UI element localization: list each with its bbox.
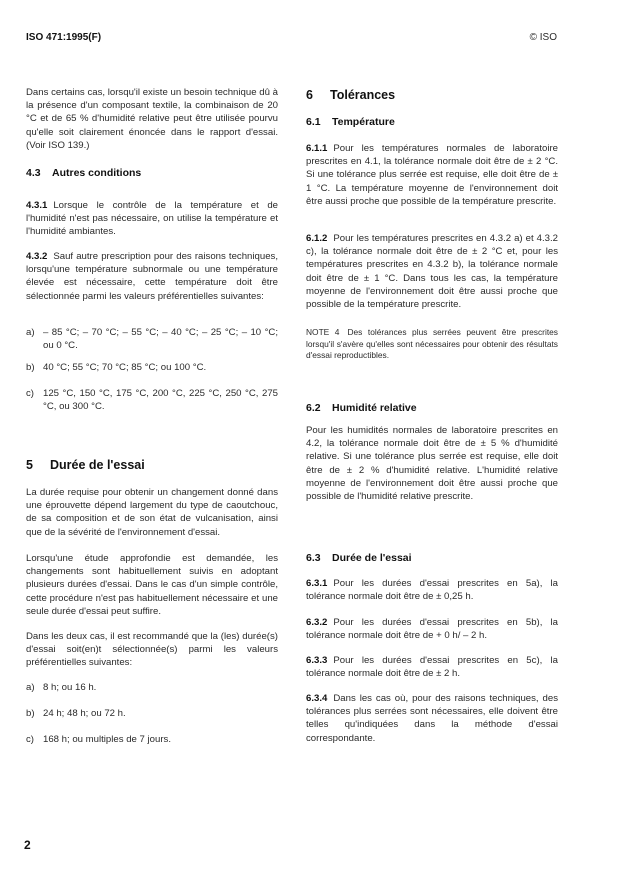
list-item	[26, 387, 278, 413]
clause-6-3-2	[306, 616, 558, 642]
clause-text: Pour les températures prescrites en 4.3.2 a) et 4.3.2 c), la tolérance normale doit être de ± 2 °C et, pour les températures prescrites en 4.3.2 b), la tolérance normale doit être de ± 1 °C. Dans tous les cas, la température moyenne de l'environnement doit être aussi proche que possible de la température prescrite.	[306, 233, 558, 311]
list-marker: a)	[26, 682, 35, 693]
list-text: 8 h; ou 16 h.	[43, 682, 97, 693]
paragraph: Pour les humidités normales de laboratoire prescrites en 4.2, la tolérance normale doit être de ± 5 % d'humidité relative. Si une tolérance plus serrée est requise, elle doit être de ± 2 % d'humidité relative. L'humidité relative moyenne de l'environnement doit être aussi proche que possible de l'humidité relative prescrite.	[306, 425, 558, 503]
clause-number: 6.1.2	[306, 233, 328, 244]
list-item	[26, 326, 278, 352]
list-marker: c)	[26, 734, 34, 745]
heading-number: 4.3	[26, 167, 41, 179]
list-item	[26, 733, 278, 746]
list-item	[26, 681, 278, 694]
list-text: 168 h; ou multiples de 7 jours.	[43, 734, 171, 745]
heading-title: Autres conditions	[52, 167, 142, 179]
clause-number: 4.3.1	[26, 200, 48, 211]
heading-title: Température	[332, 116, 395, 128]
paragraph: La durée requise pour obtenir un changement donné dans une éprouvette dépend largement du type de caoutchouc, de sa composition et de son état de vulcanisation, ainsi que de la sévérité de l'environnement d'essai.	[26, 487, 278, 538]
page-number: 2	[24, 838, 31, 852]
heading-6-1	[306, 116, 395, 128]
heading-4-3	[26, 167, 141, 179]
clause-number: 6.3.3	[306, 655, 328, 666]
list-text: 24 h; 48 h; ou 72 h.	[43, 708, 126, 719]
clause-text: Pour les durées d'essai prescrites en 5a), la tolérance normale doit être de ± 0,25 h.	[306, 578, 558, 603]
heading-title: Durée de l'essai	[332, 552, 412, 564]
list-text: – 85 °C; – 70 °C; – 55 °C; – 40 °C; – 25 °C; – 10 °C; ou 0 °C.	[43, 327, 278, 352]
clause-number: 6.3.1	[306, 578, 328, 589]
heading-title: Durée de l'essai	[50, 458, 145, 472]
list-item	[26, 707, 278, 720]
clause-text: Pour les durées d'essai prescrites en 5c), la tolérance normale doit être de ± 2 h.	[306, 655, 558, 680]
clause-6-1-1	[306, 142, 558, 208]
heading-number: 6.2	[306, 402, 321, 414]
note-text: Des tolérances plus serrées peuvent être prescrites lorsqu'il s'avère qu'elles sont nécessaires pour obtenir des résultats d'essai reproductibles.	[306, 327, 558, 361]
clause-6-3-4	[306, 692, 558, 745]
heading-number: 5	[26, 458, 33, 472]
clause-6-3-3	[306, 654, 558, 680]
clause-4-3-1	[26, 199, 278, 239]
paragraph: Dans les deux cas, il est recommandé que la (les) durée(s) d'essai soit(en)t sélectionnée(s) parmi les valeurs préférentielles suivantes:	[26, 631, 278, 669]
clause-6-3-1	[306, 577, 558, 603]
heading-6	[306, 88, 395, 102]
clause-text: Lorsque le contrôle de la température et de l'humidité n'est pas nécessaire, on utilise la température et l'humidité ambiantes.	[26, 200, 278, 238]
heading-title: Humidité relative	[332, 402, 417, 414]
clause-number: 6.1.1	[306, 143, 328, 154]
clause-number: 6.3.2	[306, 617, 328, 628]
document-id: ISO 471:1995(F)	[26, 32, 102, 43]
list-marker: b)	[26, 708, 35, 719]
clause-4-3-2	[26, 250, 278, 303]
clause-number: 4.3.2	[26, 251, 48, 262]
clause-number: 6.3.4	[306, 693, 328, 704]
heading-number: 6.1	[306, 116, 321, 128]
note-label: NOTE 4	[306, 327, 340, 337]
heading-number: 6	[306, 88, 313, 102]
list-marker: a)	[26, 327, 35, 338]
intro-paragraph: Dans certains cas, lorsqu'il existe un besoin technique dû à la présence d'un composant textile, la combinaison de 20 °C et de 65 % d'humidité relative peut être utilisée pourvu qu'elle soit clairement énoncée dans le rapport d'essai. (Voir ISO 139.)	[26, 87, 278, 151]
list-marker: b)	[26, 362, 35, 373]
list-text: 125 °C, 150 °C, 175 °C, 200 °C, 225 °C, 250 °C, 275 °C, ou 300 °C.	[43, 388, 278, 413]
list-item	[26, 361, 278, 374]
heading-number: 6.3	[306, 552, 321, 564]
list-marker: c)	[26, 388, 34, 399]
clause-6-1-2	[306, 232, 558, 311]
heading-5	[26, 458, 145, 472]
clause-text: Sauf autre prescription pour des raisons techniques, lorsqu'une température subnormale ou une température élevée est nécessaire, cette température doit être sélectionnée parmi les valeurs préférentielles suivantes:	[26, 251, 278, 302]
heading-title: Tolérances	[330, 88, 396, 102]
clause-text: Dans les cas où, pour des raisons techniques, des tolérances plus serrées sont nécessaires, elle doivent être telles qu'indiquées dans la méthode d'essai correspondante.	[306, 693, 558, 744]
heading-6-2	[306, 402, 417, 414]
list-text: 40 °C; 55 °C; 70 °C; 85 °C; ou 100 °C.	[43, 362, 207, 373]
clause-text: Pour les températures normales de laboratoire prescrites en 4.1, la tolérance normale doit être de ± 2 °C. Si une tolérance plus serrée est requise, elle doit être de ± 1 °C. La température moyenne de l'environnement doit être aussi proche que possible de la température prescrite.	[306, 143, 558, 207]
copyright: © ISO	[529, 32, 557, 43]
note-4	[306, 327, 558, 362]
paragraph: Lorsqu'une étude approfondie est demandée, les changements sont habituellement suivis en adoptant plusieurs durées d'essai. Dans le cas d'un simple contrôle, cette procédure n'est pas habituellement nécessaire et une seule durée d'essai peut suffire.	[26, 553, 278, 617]
clause-text: Pour les durées d'essai prescrites en 5b), la tolérance normale doit être de + 0 h/ – 2 h.	[306, 617, 558, 642]
heading-6-3	[306, 552, 412, 564]
